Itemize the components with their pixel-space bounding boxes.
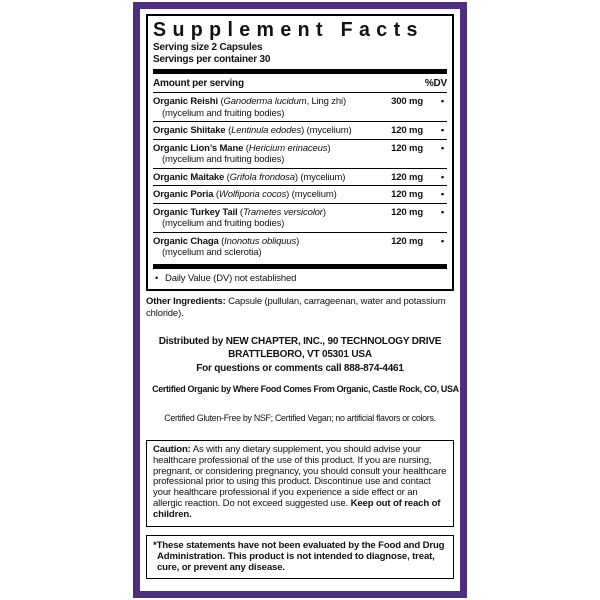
amount-value: 120 mg <box>391 235 423 247</box>
dv-footnote <box>153 271 447 286</box>
caution-body: As with any dietary supplement, you should advise your healthcare professional of the use of this product. If you are nursing, pregnant, or considering pregnancy, you should consult your healthcare professional prior to using this product. Discontinue use and contact your healthcare professional if you experience a side effect or an allergic reaction. Do not exceed suggested use. <box>153 444 447 509</box>
dv-bullet: • <box>440 206 444 218</box>
ingredient-row-lions-mane: Organic Lion’s Mane (Hericium erinaceus) (mycelium and fruiting bodies) 120 mg • <box>153 139 447 168</box>
divider-bar <box>153 69 447 74</box>
amount-value: 120 mg <box>391 189 423 200</box>
caution-box <box>146 440 454 527</box>
distributor-line2: BRATTLEBORO, VT 05301 USA <box>228 349 372 360</box>
fda-disclaimer-text: *These statements have not been evaluated by the Food and Drug Administration. This product is not intended to diagnose, treat, cure, or prevent any disease. <box>153 539 445 573</box>
dv-bullet: • <box>440 235 444 247</box>
amount-value: 120 mg <box>391 142 423 154</box>
ingredient-row-chaga: Organic Chaga (Inonotus obliquus) (mycelium and sclerotia) 120 mg • <box>153 232 447 261</box>
ingredient-row-turkey-tail: Organic Turkey Tail (Trametes versicolor) (mycelium and fruiting bodies) 120 mg • <box>153 203 447 232</box>
dv-header: %DV <box>424 78 447 89</box>
divider-bar <box>153 264 447 269</box>
other-ingredients-text: Capsule (pullulan, carrageenan, water and potassium chloride). <box>146 295 446 319</box>
supplement-facts-panel <box>146 14 454 291</box>
ingredient-subline: (mycelium and fruiting bodies) <box>162 218 285 229</box>
servings-per-container: Servings per container 30 <box>153 54 271 65</box>
serving-size: Serving size 2 Capsules <box>153 42 263 53</box>
dv-bullet: • <box>440 96 444 107</box>
amount-value: 120 mg <box>391 125 423 136</box>
dv-bullet: • <box>440 189 444 200</box>
footnote-text: Daily Value (DV) not established <box>165 272 297 284</box>
distributor-line1: Distributed by NEW CHAPTER, INC., 90 TECHNOLOGY DRIVE <box>158 335 442 347</box>
ingredient-subline: (mycelium and sclerotia) <box>162 247 262 258</box>
dv-bullet: • <box>440 125 444 136</box>
ingredient-row-poria: Organic Poria (Wolfiporia cocos) (mycelium) 120 mg • <box>153 185 447 203</box>
ingredient-row-shiitake: Organic Shiitake (Lentinula edodes) (mycelium) 120 mg • <box>153 121 447 139</box>
dv-bullet: • <box>440 142 444 154</box>
ingredient-subline: (mycelium and fruiting bodies) <box>162 154 285 165</box>
other-ingredients-label: Other Ingredients: <box>146 295 226 307</box>
ingredient-subline: (mycelium and fruiting bodies) <box>162 107 285 119</box>
other-ingredients <box>146 296 454 320</box>
caution-label: Caution: <box>153 444 191 455</box>
ingredient-row-maitake: Organic Maitake (Grifola frondosa) (mycelium) 120 mg • <box>153 168 447 186</box>
caution-emphasis: Keep out of reach of children. <box>153 497 441 520</box>
distributor-phone: For questions or comments call 888-874-4461 <box>196 362 404 374</box>
certified-gluten-free-line: Certified Gluten-Free by NSF; Certified Vegan; no artificial flavors or colors. <box>164 413 436 423</box>
fda-disclaimer-box <box>146 535 454 580</box>
distributor-block <box>146 335 454 376</box>
ingredient-rows <box>153 92 447 261</box>
supplement-label <box>133 2 467 598</box>
footnote-bullet: • <box>155 272 159 284</box>
certified-organic-line: Certified Organic by Where Food Comes From Organic, Castle Rock, CO, USA <box>152 384 459 394</box>
amount-per-serving-header: Amount per serving <box>153 78 244 89</box>
amount-header-row <box>153 76 447 92</box>
amount-value: 120 mg <box>391 171 423 183</box>
ingredient-row-reishi: Organic Reishi (Ganoderma lucidum, Ling zhi) (mycelium and fruiting bodies) 300 mg • <box>153 92 447 121</box>
amount-value: 300 mg <box>391 96 423 107</box>
dv-bullet: • <box>440 171 444 183</box>
amount-value: 120 mg <box>391 206 423 218</box>
panel-title: Supplement Facts <box>153 19 424 41</box>
